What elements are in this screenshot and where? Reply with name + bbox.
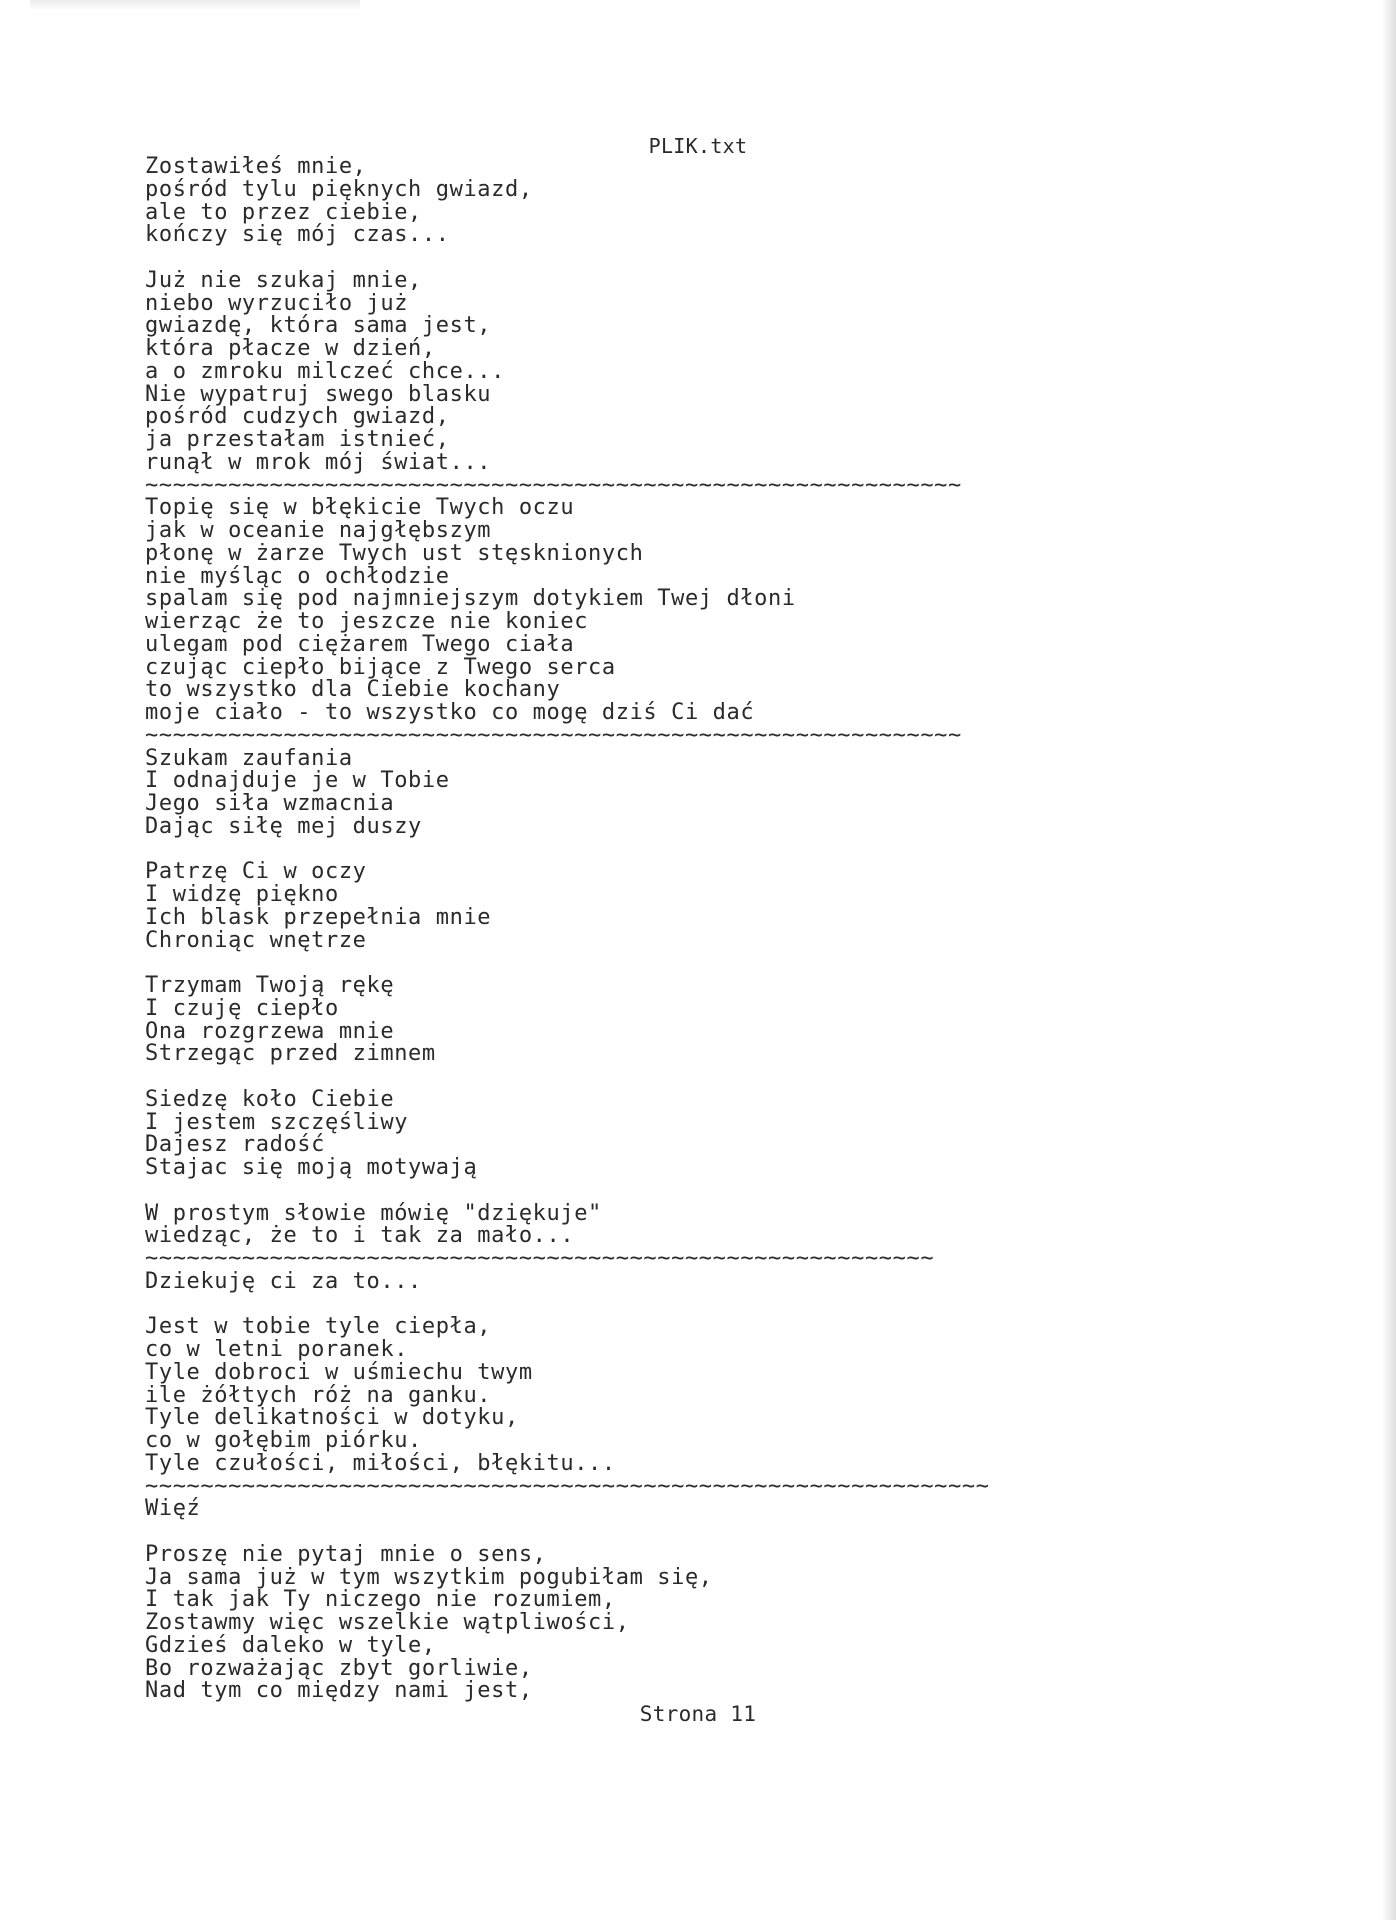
blank-line xyxy=(145,1521,1295,1544)
text-line: jak w oceanie najgłębszym xyxy=(145,518,492,543)
text-line: co w gołębim piórku. xyxy=(145,1428,422,1453)
text-line: ale to przez ciebie, xyxy=(145,199,422,225)
text-line: Zostawmy więc wszelkie wątpliwości, xyxy=(145,1610,630,1635)
text-line: ile żółtych róż na ganku. xyxy=(145,1382,492,1408)
text-line: kończy się mój czas... xyxy=(145,222,450,248)
text-line: I odnajduje je w Tobie xyxy=(145,768,450,794)
text-line: Strzegąc przed zimnem xyxy=(145,1041,436,1067)
text-line: Ona rozgrzewa mnie xyxy=(145,1018,395,1044)
text-line: Więź xyxy=(145,1496,201,1522)
blank-line xyxy=(145,247,1295,270)
text-line: pośród cudzych gwiazd, xyxy=(145,404,450,430)
text-line: Nie wypatruj swego blasku xyxy=(145,381,492,407)
text-line: Ich blask przepełnia mnie xyxy=(145,904,492,930)
text-line: ja przestałam istnieć, xyxy=(145,427,450,452)
text-line: to wszystko dla Ciebie kochany xyxy=(145,677,561,703)
page-number: Strona 11 xyxy=(639,1702,757,1726)
text-line: wiedząc, że to i tak za mało... xyxy=(145,1223,575,1249)
text-line: I jestem szczęśliwy xyxy=(145,1109,409,1135)
text-line: Dziekuję ci za to... xyxy=(145,1268,422,1294)
blank-line xyxy=(145,952,1295,975)
text-line: ulegam pod ciężarem Twego ciała xyxy=(145,631,575,657)
blank-line xyxy=(145,1066,1295,1089)
text-line: która płacze w dzień, xyxy=(145,336,436,361)
text-line: I tak jak Ty niczego nie rozumiem, xyxy=(145,1587,616,1613)
text-line: a o zmroku milczeć chce... xyxy=(145,358,505,384)
text-line: I widzę piękno xyxy=(145,882,339,907)
text-line: nie myśląc o ochłodzie xyxy=(145,563,450,589)
separator-line: ~~~~~~~~~~~~~~~~~~~~~~~~~~~~~~~~~~~~~~~~~~~~~~~~~~~~~~~~~~~~~ xyxy=(145,1473,990,1499)
text-line: Dajesz radość xyxy=(145,1132,325,1158)
scan-smudge xyxy=(30,0,360,10)
page-title: PLIK.txt xyxy=(648,134,748,158)
separator-line: ~~~~~~~~~~~~~~~~~~~~~~~~~~~~~~~~~~~~~~~~~~~~~~~~~~~~~~~~~ xyxy=(145,1246,935,1271)
blank-line xyxy=(145,1180,1295,1203)
text-line: Stajac się moją motywają xyxy=(145,1155,478,1180)
blank-line xyxy=(145,839,1295,862)
text-line: niebo wyrzuciło już xyxy=(145,290,409,316)
text-line: gwiazdę, która sama jest, xyxy=(145,313,492,339)
text-line: Dając siłę mej duszy xyxy=(145,813,422,839)
text-line: Proszę nie pytaj mnie o sens, xyxy=(145,1541,547,1567)
blank-line xyxy=(145,1294,1295,1317)
text-line: I czuję ciepło xyxy=(145,995,339,1021)
text-line: runął w mrok mój świat... xyxy=(145,449,492,475)
separator-line: ~~~~~~~~~~~~~~~~~~~~~~~~~~~~~~~~~~~~~~~~~~~~~~~~~~~~~~~~~~~ xyxy=(145,722,962,748)
text-line: Patrzę Ci w oczy xyxy=(145,859,367,885)
separator-line: ~~~~~~~~~~~~~~~~~~~~~~~~~~~~~~~~~~~~~~~~~~~~~~~~~~~~~~~~~~~ xyxy=(145,472,962,498)
text-line: Ja sama już w tym wszytkim pogubiłam się, xyxy=(145,1564,713,1590)
text-line: moje ciało - to wszystko co mogę dziś Ci dać xyxy=(145,700,755,725)
text-line: wierząc że to jeszcze nie koniec xyxy=(145,609,589,634)
text-line: Bo rozważając zbyt gorliwie, xyxy=(145,1655,533,1681)
text-line: Szukam zaufania xyxy=(145,745,353,771)
text-line: Jest w tobie tyle ciepła, xyxy=(145,1314,492,1340)
text-line: Już nie szukaj mnie, xyxy=(145,267,422,293)
text-line: Jego siła wzmacnia xyxy=(145,791,395,816)
text-line: W prostym słowie mówię "dziękuje" xyxy=(145,1200,602,1226)
document-text xyxy=(145,156,1295,1703)
text-line: Gdzieś daleko w tyle, xyxy=(145,1632,436,1658)
text-line: pośród tylu pięknych gwiazd, xyxy=(145,176,533,202)
text-line: płonę w żarze Twych ust stęsknionych xyxy=(145,540,644,566)
text-line: Topię się w błękicie Twych oczu xyxy=(145,495,575,521)
text-line: Tyle delikatności w dotyku, xyxy=(145,1405,519,1431)
text-line: Trzymam Twoją rękę xyxy=(145,973,395,998)
text-line: Tyle dobroci w uśmiechu twym xyxy=(145,1359,533,1385)
text-line: Siedzę koło Ciebie xyxy=(145,1086,395,1112)
text-line: Chroniąc wnętrze xyxy=(145,927,367,953)
text-line: Nad tym co między nami jest, xyxy=(145,1678,533,1704)
text-line: Tyle czułości, miłości, błękitu... xyxy=(145,1450,616,1476)
text-line: spalam się pod najmniejszym dotykiem Twej dłoni xyxy=(145,586,796,612)
text-line: co w letni poranek. xyxy=(145,1337,409,1362)
text-line: czując ciepło bijące z Twego serca xyxy=(145,654,616,680)
text-line: Zostawiłeś mnie, xyxy=(145,154,367,179)
scan-edge-shadow xyxy=(1382,0,1396,1920)
